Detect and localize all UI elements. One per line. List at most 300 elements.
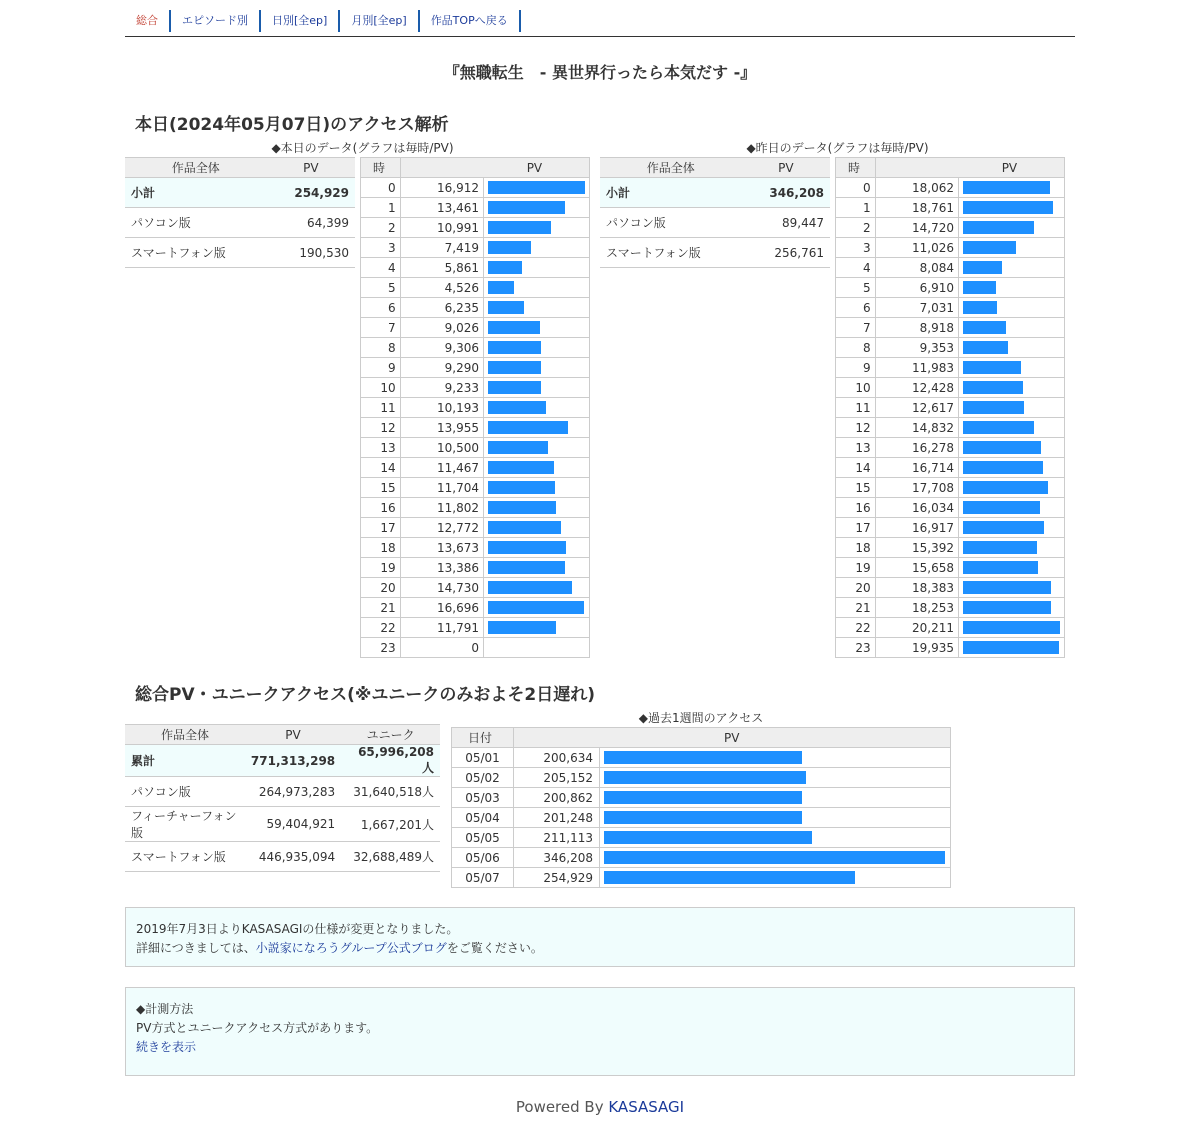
hourly-row <box>836 518 1065 538</box>
hourly-row <box>361 498 590 518</box>
total-pv: 59,404,921 <box>245 807 341 842</box>
summary-value: 254,929 <box>267 178 355 208</box>
hourly-row <box>361 278 590 298</box>
row-pv-label: 13,461 <box>400 198 483 218</box>
hourly-row <box>361 378 590 398</box>
notice-line2-suffix: をご覧ください。 <box>446 941 543 955</box>
row-date: 05/03 <box>452 788 514 808</box>
row-pv-label: 11,802 <box>400 498 483 518</box>
bar-cell <box>958 398 1064 418</box>
hourly-row <box>836 618 1065 638</box>
bar-cell <box>958 438 1064 458</box>
bar-cell <box>958 598 1064 618</box>
bar-cell <box>483 558 589 578</box>
today-hourly-table <box>360 157 590 658</box>
spec-change-notice <box>125 907 1075 967</box>
total-pv: 771,313,298 <box>245 745 341 777</box>
row-hour: 5 <box>836 278 876 298</box>
row-hour: 11 <box>361 398 401 418</box>
summary-row <box>125 208 355 238</box>
row-pv-label: 16,917 <box>875 518 958 538</box>
bar-cell <box>483 538 589 558</box>
row-hour: 1 <box>836 198 876 218</box>
weekly-row <box>452 788 951 808</box>
bar-cell <box>483 218 589 238</box>
row-pv-label: 200,862 <box>514 788 600 808</box>
bar-cell <box>958 498 1064 518</box>
row-hour: 0 <box>361 178 401 198</box>
nav-link-episode[interactable]: エピソード別 <box>182 14 248 27</box>
hourly-row <box>361 178 590 198</box>
row-hour: 9 <box>836 358 876 378</box>
hourly-header-pv: PV <box>875 158 1064 178</box>
row-hour: 17 <box>836 518 876 538</box>
pv-bar <box>963 521 1044 534</box>
bar-cell <box>600 848 951 868</box>
pv-bar <box>604 791 802 804</box>
pv-bar <box>963 421 1034 434</box>
summary-header-work: 作品全体 <box>125 158 267 178</box>
row-hour: 2 <box>836 218 876 238</box>
summary-label: スマートフォン版 <box>600 238 742 268</box>
hourly-row <box>361 318 590 338</box>
row-pv-label: 12,617 <box>875 398 958 418</box>
bar-cell <box>958 418 1064 438</box>
row-pv-label: 13,955 <box>400 418 483 438</box>
bar-cell <box>483 378 589 398</box>
hourly-row <box>836 338 1065 358</box>
nav-item-episode[interactable] <box>171 10 261 32</box>
bar-cell <box>600 828 951 848</box>
bar-cell <box>483 258 589 278</box>
row-pv-label: 18,761 <box>875 198 958 218</box>
row-hour: 6 <box>361 298 401 318</box>
row-pv-label: 201,248 <box>514 808 600 828</box>
hourly-row <box>836 558 1065 578</box>
hourly-header-hour: 時 <box>836 158 876 178</box>
notice-line2-prefix: 詳細につきましては、 <box>136 941 256 955</box>
pv-bar <box>963 561 1038 574</box>
row-hour: 21 <box>836 598 876 618</box>
row-pv-label: 9,306 <box>400 338 483 358</box>
hourly-row <box>836 478 1065 498</box>
top-nav <box>125 10 1075 37</box>
notice-line2 <box>136 939 1064 958</box>
row-pv-label: 14,720 <box>875 218 958 238</box>
bar-cell <box>958 298 1064 318</box>
bar-cell <box>958 458 1064 478</box>
row-pv-label: 9,026 <box>400 318 483 338</box>
row-hour: 15 <box>836 478 876 498</box>
bar-cell <box>483 238 589 258</box>
summary-label: パソコン版 <box>125 208 267 238</box>
nav-link-work-top[interactable]: 作品TOPへ戻る <box>430 14 508 27</box>
total-label: パソコン版 <box>125 777 245 807</box>
hourly-row <box>836 438 1065 458</box>
row-hour: 22 <box>836 618 876 638</box>
hourly-row <box>361 638 590 658</box>
weekly-row <box>452 848 951 868</box>
summary-row <box>125 178 355 208</box>
row-hour: 18 <box>836 538 876 558</box>
row-pv-label: 16,034 <box>875 498 958 518</box>
summary-row <box>125 238 355 268</box>
row-hour: 9 <box>361 358 401 378</box>
nav-item-monthly[interactable] <box>340 10 419 32</box>
pv-bar <box>963 481 1048 494</box>
pv-bar <box>963 321 1006 334</box>
footer-prefix: Powered By <box>515 1098 609 1116</box>
pv-bar <box>604 831 812 844</box>
total-unique: 65,996,208人 <box>341 745 440 777</box>
row-pv-label: 16,714 <box>875 458 958 478</box>
bar-cell <box>600 768 951 788</box>
summary-label: パソコン版 <box>600 208 742 238</box>
total-row <box>125 777 440 807</box>
hourly-row <box>836 538 1065 558</box>
measurement-notice <box>125 987 1075 1076</box>
row-pv-label: 11,983 <box>875 358 958 378</box>
row-pv-label: 12,428 <box>875 378 958 398</box>
hourly-row <box>361 578 590 598</box>
row-hour: 0 <box>836 178 876 198</box>
row-hour: 3 <box>361 238 401 258</box>
row-pv-label: 6,910 <box>875 278 958 298</box>
bar-cell <box>958 538 1064 558</box>
row-date: 05/02 <box>452 768 514 788</box>
row-hour: 16 <box>836 498 876 518</box>
summary-value: 64,399 <box>267 208 355 238</box>
bar-cell <box>483 278 589 298</box>
row-hour: 12 <box>836 418 876 438</box>
hourly-row <box>836 198 1065 218</box>
row-hour: 14 <box>361 458 401 478</box>
pv-bar <box>963 641 1059 654</box>
footer <box>0 1098 1200 1116</box>
pv-bar <box>963 201 1053 214</box>
hourly-row <box>361 358 590 378</box>
row-hour: 4 <box>361 258 401 278</box>
weekly-row <box>452 808 951 828</box>
pv-bar <box>963 241 1016 254</box>
hourly-row <box>836 578 1065 598</box>
hourly-row <box>361 418 590 438</box>
row-pv-label: 7,419 <box>400 238 483 258</box>
pv-bar <box>963 441 1041 454</box>
work-title: 『無職転生 - 異世界行ったら本気だす -』 <box>443 63 757 82</box>
bar-cell <box>483 518 589 538</box>
bar-cell <box>958 558 1064 578</box>
total-unique: 32,688,489人 <box>341 842 440 872</box>
row-hour: 15 <box>361 478 401 498</box>
row-hour: 21 <box>361 598 401 618</box>
total-row <box>125 842 440 872</box>
row-hour: 19 <box>361 558 401 578</box>
summary-row <box>600 178 830 208</box>
pv-bar <box>488 601 584 614</box>
total-header-work: 作品全体 <box>125 725 245 745</box>
hourly-row <box>361 478 590 498</box>
row-hour: 17 <box>361 518 401 538</box>
hourly-row <box>836 598 1065 618</box>
hourly-row <box>361 258 590 278</box>
row-hour: 23 <box>836 638 876 658</box>
hourly-row <box>836 458 1065 478</box>
total-heading: 総合PV・ユニークアクセス(※ユニークのみおよそ2日遅れ) <box>135 685 595 705</box>
summary-header-pv: PV <box>742 158 830 178</box>
row-date: 05/04 <box>452 808 514 828</box>
row-pv-label: 10,193 <box>400 398 483 418</box>
row-hour: 13 <box>836 438 876 458</box>
pv-bar <box>963 341 1008 354</box>
row-pv-label: 346,208 <box>514 848 600 868</box>
hourly-row <box>361 398 590 418</box>
pv-bar <box>488 541 566 554</box>
hourly-row <box>836 178 1065 198</box>
row-hour: 2 <box>361 218 401 238</box>
bar-cell <box>958 358 1064 378</box>
summary-row <box>600 238 830 268</box>
pv-bar <box>963 261 1002 274</box>
hourly-row <box>361 198 590 218</box>
hourly-row <box>836 358 1065 378</box>
hourly-row <box>836 418 1065 438</box>
nav-item-work-top[interactable] <box>420 10 521 32</box>
row-pv-label: 16,278 <box>875 438 958 458</box>
hourly-row <box>836 238 1065 258</box>
weekly-caption: ◆過去1週間のアクセス <box>638 711 764 725</box>
total-label: 累計 <box>125 745 245 777</box>
row-hour: 13 <box>361 438 401 458</box>
bar-cell <box>958 478 1064 498</box>
row-pv-label: 7,031 <box>875 298 958 318</box>
pv-bar <box>963 401 1024 414</box>
hourly-row <box>836 378 1065 398</box>
nav-item-summary[interactable] <box>125 10 171 32</box>
pv-bar <box>604 871 855 884</box>
pv-bar <box>488 261 522 274</box>
nav-link-daily[interactable]: 日別[全ep] <box>272 14 328 27</box>
weekly-row <box>452 868 951 888</box>
today-summary-table <box>125 157 355 268</box>
pv-bar <box>604 811 802 824</box>
hourly-row <box>836 638 1065 658</box>
measurement-title: ◆計測方法 <box>136 1002 194 1016</box>
notice-line1: 2019年7月3日よりKASASAGIの仕様が変更となりました。 <box>136 922 459 936</box>
bar-cell <box>483 198 589 218</box>
bar-cell <box>483 438 589 458</box>
pv-bar <box>963 601 1051 614</box>
hourly-row <box>836 318 1065 338</box>
hourly-row <box>361 338 590 358</box>
today-heading: 本日(2024年05月07日)のアクセス解析 <box>135 115 449 135</box>
row-pv-label: 254,929 <box>514 868 600 888</box>
bar-cell <box>483 578 589 598</box>
hourly-row <box>361 218 590 238</box>
bar-cell <box>958 278 1064 298</box>
row-hour: 3 <box>836 238 876 258</box>
row-hour: 7 <box>836 318 876 338</box>
pv-bar <box>488 581 572 594</box>
bar-cell <box>958 338 1064 358</box>
row-hour: 12 <box>361 418 401 438</box>
hourly-row <box>361 538 590 558</box>
pv-bar <box>488 361 541 374</box>
summary-value: 89,447 <box>742 208 830 238</box>
hourly-row <box>361 518 590 538</box>
hourly-row <box>836 498 1065 518</box>
pv-bar <box>488 201 565 214</box>
row-hour: 1 <box>361 198 401 218</box>
bar-cell <box>600 748 951 768</box>
pv-bar <box>488 481 555 494</box>
summary-label: 小計 <box>125 178 267 208</box>
kasasagi-link[interactable]: KASASAGI <box>608 1098 685 1116</box>
total-label: スマートフォン版 <box>125 842 245 872</box>
bar-cell <box>600 808 951 828</box>
hourly-header-hour: 時 <box>361 158 401 178</box>
pv-bar <box>488 621 556 634</box>
bar-cell <box>958 618 1064 638</box>
bar-cell <box>958 178 1064 198</box>
row-pv-label: 15,658 <box>875 558 958 578</box>
bar-cell <box>958 638 1064 658</box>
pv-bar <box>488 301 524 314</box>
hourly-row <box>836 398 1065 418</box>
total-row <box>125 807 440 842</box>
hourly-row <box>361 458 590 478</box>
bar-cell <box>600 868 951 888</box>
pv-bar <box>963 281 996 294</box>
pv-bar <box>963 361 1021 374</box>
row-pv-label: 19,935 <box>875 638 958 658</box>
row-pv-label: 11,791 <box>400 618 483 638</box>
nav-item-daily[interactable] <box>261 10 340 32</box>
row-pv-label: 211,113 <box>514 828 600 848</box>
weekly-row <box>452 768 951 788</box>
row-pv-label: 13,673 <box>400 538 483 558</box>
bar-cell <box>483 358 589 378</box>
pv-bar <box>963 461 1043 474</box>
pv-bar <box>604 851 945 864</box>
row-pv-label: 11,704 <box>400 478 483 498</box>
row-hour: 8 <box>361 338 401 358</box>
total-header-pv: PV <box>245 725 341 745</box>
nav-link-summary[interactable]: 総合 <box>136 14 158 27</box>
bar-cell <box>958 578 1064 598</box>
bar-cell <box>958 258 1064 278</box>
hourly-row <box>836 278 1065 298</box>
pv-bar <box>488 181 585 194</box>
row-hour: 11 <box>836 398 876 418</box>
row-pv-label: 14,832 <box>875 418 958 438</box>
row-pv-label: 9,290 <box>400 358 483 378</box>
yesterday-caption: ◆昨日のデータ(グラフは毎時/PV) <box>746 141 929 155</box>
weekly-header-date: 日付 <box>452 728 514 748</box>
hourly-header-pv: PV <box>400 158 589 178</box>
weekly-row <box>452 828 951 848</box>
official-blog-link[interactable]: 小説家になろうグループ公式ブログ <box>255 941 447 955</box>
pv-bar <box>963 621 1060 634</box>
row-hour: 19 <box>836 558 876 578</box>
bar-cell <box>483 598 589 618</box>
hourly-row <box>361 558 590 578</box>
measurement-body: PV方式とユニークアクセス方式があります。 <box>136 1021 379 1035</box>
pv-bar <box>488 341 541 354</box>
row-pv-label: 14,730 <box>400 578 483 598</box>
pv-bar <box>963 501 1040 514</box>
pv-bar <box>488 221 551 234</box>
row-pv-label: 16,696 <box>400 598 483 618</box>
yesterday-summary-table <box>600 157 830 268</box>
hourly-row <box>361 438 590 458</box>
total-row <box>125 745 440 777</box>
row-hour: 7 <box>361 318 401 338</box>
pv-bar <box>488 501 556 514</box>
weekly-row <box>452 748 951 768</box>
today-caption: ◆本日のデータ(グラフは毎時/PV) <box>271 141 454 155</box>
row-hour: 5 <box>361 278 401 298</box>
row-pv-label: 9,233 <box>400 378 483 398</box>
row-pv-label: 8,084 <box>875 258 958 278</box>
row-hour: 10 <box>836 378 876 398</box>
show-more-link[interactable]: 続きを表示 <box>136 1040 197 1054</box>
summary-header-pv: PV <box>267 158 355 178</box>
total-unique: 1,667,201人 <box>341 807 440 842</box>
row-hour: 20 <box>361 578 401 598</box>
bar-cell <box>483 478 589 498</box>
row-pv-label: 9,353 <box>875 338 958 358</box>
summary-header-work: 作品全体 <box>600 158 742 178</box>
row-pv-label: 4,526 <box>400 278 483 298</box>
row-hour: 22 <box>361 618 401 638</box>
bar-cell <box>483 638 589 658</box>
row-pv-label: 16,912 <box>400 178 483 198</box>
row-hour: 20 <box>836 578 876 598</box>
total-summary-table <box>125 724 440 872</box>
row-pv-label: 17,708 <box>875 478 958 498</box>
row-pv-label: 18,062 <box>875 178 958 198</box>
row-pv-label: 0 <box>400 638 483 658</box>
row-date: 05/01 <box>452 748 514 768</box>
summary-value: 190,530 <box>267 238 355 268</box>
row-hour: 14 <box>836 458 876 478</box>
pv-bar <box>488 401 546 414</box>
total-pv: 264,973,283 <box>245 777 341 807</box>
row-pv-label: 13,386 <box>400 558 483 578</box>
row-date: 05/07 <box>452 868 514 888</box>
hourly-row <box>836 258 1065 278</box>
row-pv-label: 205,152 <box>514 768 600 788</box>
pv-bar <box>488 461 554 474</box>
pv-bar <box>963 301 997 314</box>
pv-bar <box>488 421 568 434</box>
pv-bar <box>488 321 540 334</box>
row-pv-label: 200,634 <box>514 748 600 768</box>
summary-value: 346,208 <box>742 178 830 208</box>
row-pv-label: 6,235 <box>400 298 483 318</box>
row-hour: 18 <box>361 538 401 558</box>
nav-link-monthly[interactable]: 月別[全ep] <box>351 14 407 27</box>
total-header-unique: ユニーク <box>341 725 440 745</box>
row-hour: 8 <box>836 338 876 358</box>
total-pv: 446,935,094 <box>245 842 341 872</box>
pv-bar <box>963 381 1023 394</box>
bar-cell <box>483 318 589 338</box>
summary-row <box>600 208 830 238</box>
hourly-row <box>361 618 590 638</box>
weekly-header-pv: PV <box>514 728 951 748</box>
